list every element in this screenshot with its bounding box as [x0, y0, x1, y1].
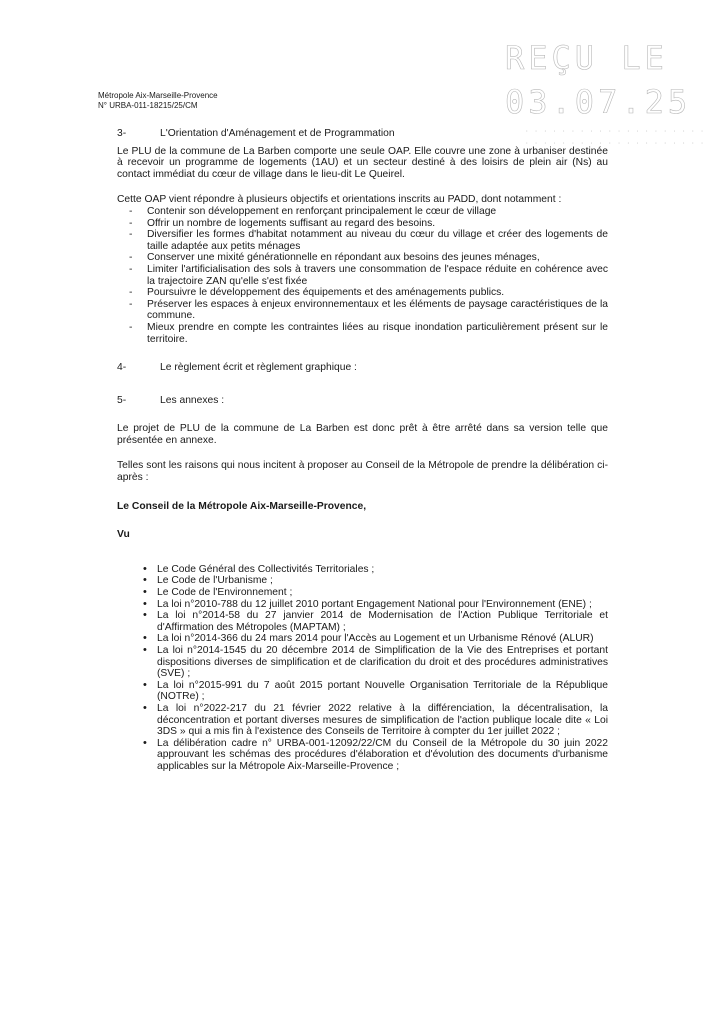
stamp-line-1: REÇU LE — [505, 39, 668, 77]
section-number: 5- — [117, 394, 127, 406]
section-number: 3- — [117, 128, 127, 139]
council-heading: Le Conseil de la Métropole Aix-Marseille-Provence, — [117, 500, 367, 512]
paragraph-plu-ready: Le projet de PLU de la commune de La Barben est donc prêt à être arrêté dans sa version telle que présentée en annexe. — [117, 423, 608, 446]
stamp-dots: · · · · · · · · · · · · · · · · · · · · — [525, 140, 705, 147]
paragraph-oap-objectives: Cette OAP vient répondre à plusieurs objectifs et orientations inscrits au PADD, dont notamment : — [117, 194, 562, 206]
section-3-heading — [117, 128, 608, 140]
section-5-heading — [117, 395, 608, 407]
list-item: - Offrir un nombre de logements suffisant au regard des besoins. — [117, 218, 608, 230]
section-4-heading — [117, 362, 608, 374]
list-item: • Le Code Général des Collectivités Territoriales ; — [143, 564, 608, 576]
section-title: Le règlement écrit et règlement graphique : — [160, 362, 357, 374]
list-item: • La loi n°2022-217 du 21 février 2022 relative à la différenciation, la décentralisation, la déconcentration et portant diverses mesures de simplification de l'action publique locale dite « Loi 3DS » qui a mis fin à l'existence des Conseils de Territoire à compter du 1er juillet 2022 ; — [143, 703, 608, 738]
section-number: 4- — [117, 362, 127, 374]
list-item: • La loi n°2014-366 du 24 mars 2014 pour l'Accès au Logement et un Urbanisme Rénové (ALUR) — [143, 633, 608, 645]
paragraph-oap-intro: Le PLU de la commune de La Barben comporte une seule OAP. Elle couvre une zone à urbaniser destinée à recevoir un programme de logements (1AU) et un secteur destiné à des loisirs de plein air (Ns) au contact immédiat du cœur de village dans le lieu-dit Le Queirel. — [117, 145, 608, 180]
list-item: • La loi n°2015-991 du 7 août 2015 portant Nouvelle Organisation Territoriale de la République (NOTRe) ; — [143, 680, 608, 703]
paragraph-reasons: Telles sont les raisons qui nous incitent à proposer au Conseil de la Métropole de prendre la délibération ci-après : — [117, 460, 608, 484]
list-item: • La loi n°2014-1545 du 20 décembre 2014 de Simplification de la Vie des Entreprises et portant dispositions diverses de simplification et de clarification du droit et des procédures administratives (SVE) ; — [143, 645, 608, 680]
list-item: - Mieux prendre en compte les contraintes liées au risque inondation particulièrement présent sur le territoire. — [117, 322, 608, 345]
list-item: • La loi n°2010-788 du 12 juillet 2010 portant Engagement National pour l'Environnement (ENE) ; — [143, 599, 608, 611]
stamp-line-2: 03.07.25 — [505, 83, 692, 121]
vu-heading: Vu — [117, 529, 130, 541]
section-title: L'Orientation d'Aménagement et de Programmation — [160, 128, 395, 139]
document-body — [117, 128, 608, 773]
header-organisation: Métropole Aix-Marseille-Provence — [98, 91, 218, 100]
stamp-dots: · · · · · · · · · · · · · · · · · · · · — [525, 128, 705, 135]
list-item: • Le Code de l'Environnement ; — [143, 587, 608, 599]
list-item: - Conserver une mixité générationnelle en répondant aux besoins des jeunes ménages, — [117, 252, 608, 264]
list-item: - Poursuivre le développement des équipements et des aménagements publics. — [117, 287, 608, 299]
list-item: - Limiter l'artificialisation des sols à travers une consommation de l'espace réduite en cohérence avec la trajectoire ZAN qu'elle s'est fixée — [117, 264, 608, 287]
list-item: • Le Code de l'Urbanisme ; — [143, 575, 608, 587]
header-reference: N° URBA-011-18215/25/CM — [98, 101, 198, 110]
section-title: Les annexes : — [160, 394, 225, 406]
objectives-list — [117, 206, 608, 345]
list-item: - Diversifier les formes d'habitat notamment au niveau du cœur du village et créer des logements de taille adaptée aux petits ménages — [117, 229, 608, 252]
list-item: • La loi n°2014-58 du 27 janvier 2014 de Modernisation de l'Action Publique Territoriale et d'Affirmation des Métropoles (MAPTAM) ; — [143, 610, 608, 633]
list-item: - Contenir son développement en renforçant principalement le cœur de village — [117, 206, 608, 218]
vu-list — [143, 564, 608, 773]
list-item: • La délibération cadre n° URBA-001-12092/22/CM du Conseil de la Métropole du 30 juin 2022 approuvant les schémas des procédures d'élaboration et d'évolution des documents d'urbanisme applicables sur la Métropole Aix-Marseille-Provence ; — [143, 738, 608, 773]
document-header — [98, 91, 218, 111]
list-item: - Préserver les espaces à enjeux environnementaux et les éléments de paysage caractéristiques de la commune. — [117, 299, 608, 322]
